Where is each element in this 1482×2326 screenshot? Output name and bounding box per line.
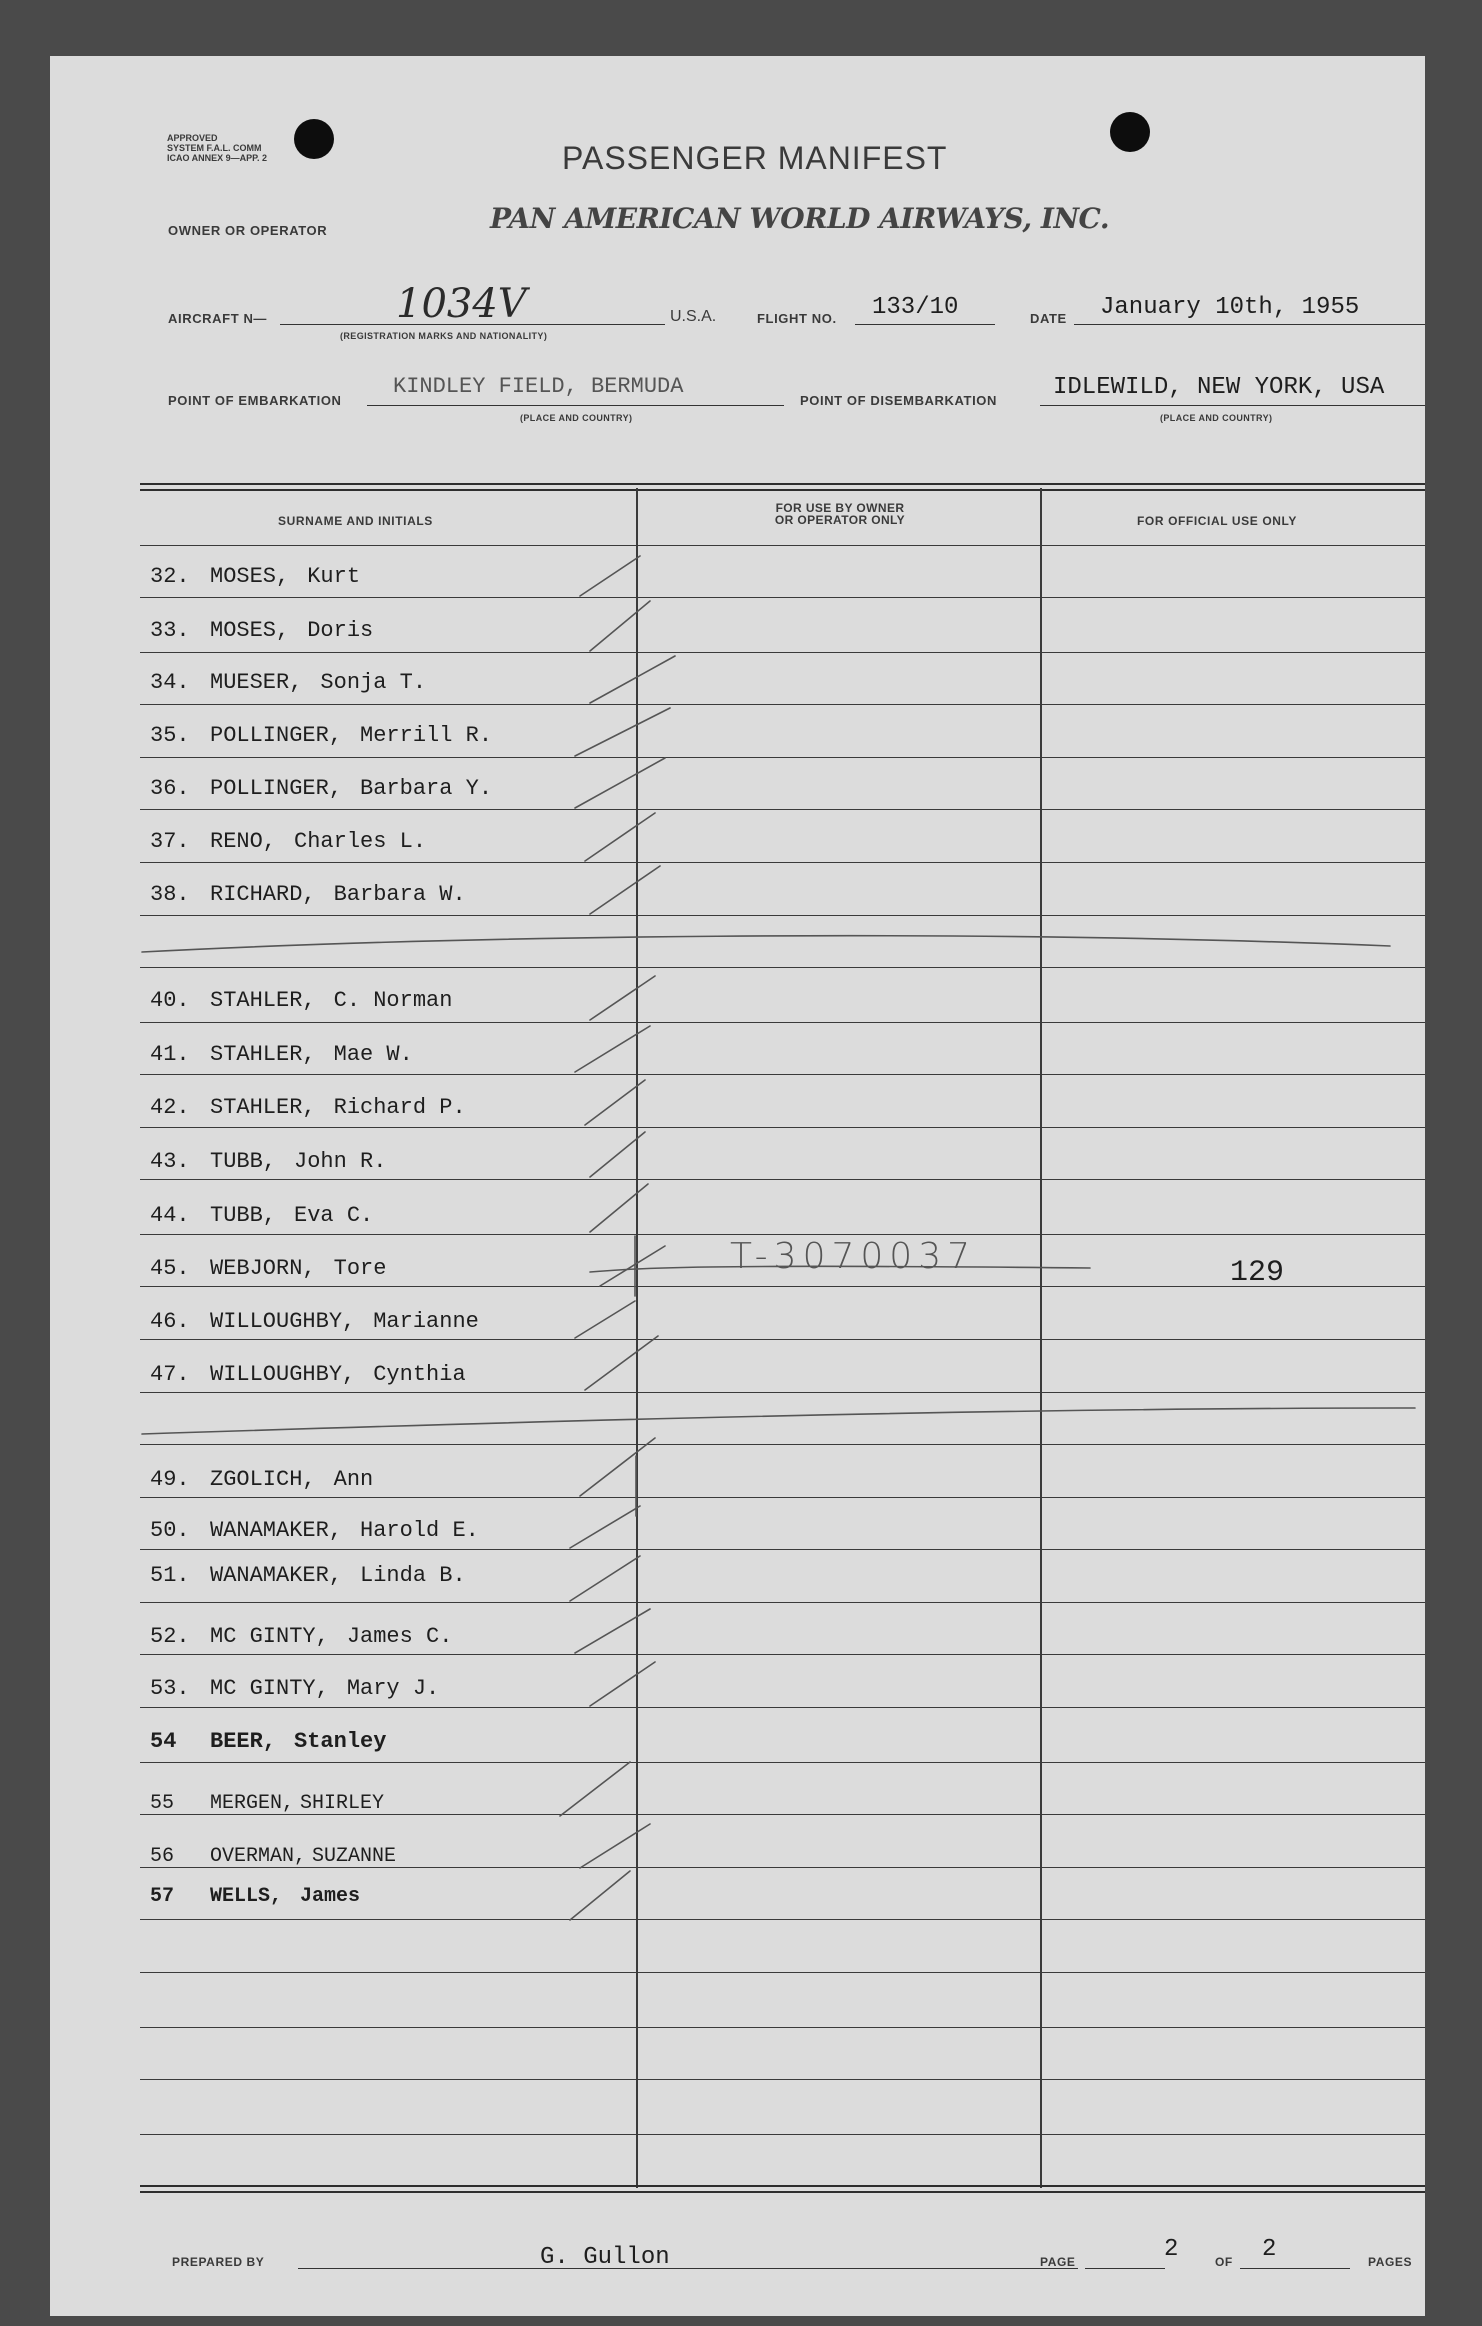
row-number: 53. bbox=[150, 1676, 190, 1701]
passenger-given-name: James C. bbox=[346, 1624, 453, 1649]
date-label: DATE bbox=[1030, 311, 1067, 326]
page-label: PAGE bbox=[1040, 2255, 1076, 2269]
disembarkation-caption: (PLACE AND COUNTRY) bbox=[1160, 413, 1273, 423]
flight-label: FLIGHT NO. bbox=[757, 311, 837, 326]
row-number: 36. bbox=[150, 776, 190, 801]
passenger-given-name: SUZANNE bbox=[312, 1845, 397, 1868]
passenger-given-name: Ann bbox=[333, 1467, 374, 1492]
row-number: 46. bbox=[150, 1309, 190, 1334]
passenger-given-name: Tore bbox=[333, 1256, 387, 1281]
page-number: 2 bbox=[1164, 2236, 1179, 2263]
passenger-given-name: Sonja T. bbox=[320, 670, 427, 695]
passenger-surname: MC GINTY, bbox=[210, 1624, 329, 1649]
country-label: U.S.A. bbox=[670, 308, 717, 325]
row-number: 49. bbox=[150, 1467, 190, 1492]
passenger-given-name: Mary J. bbox=[346, 1676, 440, 1701]
aircraft-label: AIRCRAFT N— bbox=[168, 311, 268, 326]
total-pages: 2 bbox=[1262, 2236, 1277, 2263]
row-number: 54 bbox=[150, 1729, 177, 1754]
of-label: OF bbox=[1215, 2255, 1233, 2269]
passenger-surname: TUBB, bbox=[210, 1149, 277, 1174]
passenger-surname: WILLOUGHBY, bbox=[210, 1362, 356, 1387]
row-number: 43. bbox=[150, 1149, 190, 1174]
approval-line: APPROVED bbox=[167, 133, 218, 143]
passenger-surname: WILLOUGHBY, bbox=[210, 1309, 356, 1334]
passenger-given-name: Mae W. bbox=[333, 1042, 413, 1067]
row-number: 52. bbox=[150, 1624, 190, 1649]
embarkation-label: POINT OF EMBARKATION bbox=[168, 393, 342, 408]
passenger-given-name: SHIRLEY bbox=[300, 1792, 385, 1815]
row-number: 42. bbox=[150, 1095, 190, 1120]
row-number: 37. bbox=[150, 829, 190, 854]
disembarkation-point: IDLEWILD, NEW YORK, USA bbox=[1053, 374, 1385, 401]
passenger-surname: MUESER, bbox=[210, 670, 303, 695]
pencil-tick-marks bbox=[50, 56, 1425, 2316]
passenger-given-name: Barbara W. bbox=[333, 882, 466, 907]
pages-label: PAGES bbox=[1368, 2255, 1413, 2269]
row-number: 35. bbox=[150, 723, 190, 748]
prepared-by-name: G. Gullon bbox=[540, 2244, 670, 2271]
passenger-surname: WANAMAKER, bbox=[210, 1563, 343, 1588]
row-number: 45. bbox=[150, 1256, 190, 1281]
passenger-given-name: Marianne bbox=[373, 1309, 479, 1334]
row-number: 32. bbox=[150, 564, 190, 589]
passenger-given-name: Kurt bbox=[307, 564, 361, 589]
passenger-given-name: Charles L. bbox=[294, 829, 427, 854]
passenger-surname: STAHLER, bbox=[210, 1095, 316, 1120]
embarkation-caption: (PLACE AND COUNTRY) bbox=[520, 413, 633, 423]
passenger-surname: MC GINTY, bbox=[210, 1676, 329, 1701]
passenger-surname: ZGOLICH, bbox=[210, 1467, 316, 1492]
column-header-surname: SURNAME AND INITIALS bbox=[278, 514, 433, 528]
passenger-surname: MERGEN, bbox=[210, 1792, 295, 1815]
row-number: 33. bbox=[150, 618, 190, 643]
passenger-given-name: C. Norman bbox=[333, 988, 453, 1013]
passenger-surname: POLLINGER, bbox=[210, 776, 343, 801]
prepared-by-label: PREPARED BY bbox=[172, 2255, 265, 2269]
passenger-given-name: John R. bbox=[294, 1149, 387, 1174]
embarkation-point: KINDLEY FIELD, BERMUDA bbox=[393, 374, 684, 399]
row-number: 57 bbox=[150, 1885, 175, 1908]
registration-caption: (REGISTRATION MARKS AND NATIONALITY) bbox=[340, 331, 548, 341]
row-number: 38. bbox=[150, 882, 190, 907]
passenger-surname: BEER, bbox=[210, 1729, 277, 1754]
column-header-official: FOR OFFICIAL USE ONLY bbox=[1137, 514, 1297, 528]
passenger-given-name: Eva C. bbox=[294, 1203, 374, 1228]
approval-line: SYSTEM F.A.L. COMM bbox=[167, 143, 262, 153]
passenger-given-name: Doris bbox=[307, 618, 374, 643]
row-number: 56 bbox=[150, 1845, 175, 1868]
passenger-surname: MOSES, bbox=[210, 618, 290, 643]
passenger-surname: STAHLER, bbox=[210, 1042, 316, 1067]
row-number: 55 bbox=[150, 1792, 175, 1815]
passenger-surname: MOSES, bbox=[210, 564, 290, 589]
row-number: 44. bbox=[150, 1203, 190, 1228]
row-number: 50. bbox=[150, 1518, 190, 1543]
row-number: 41. bbox=[150, 1042, 190, 1067]
row-number: 51. bbox=[150, 1563, 190, 1588]
passenger-given-name: Richard P. bbox=[333, 1095, 466, 1120]
operator-handwritten-note: T-3070037 bbox=[730, 1236, 977, 1277]
passenger-surname: RENO, bbox=[210, 829, 277, 854]
approval-line: ICAO ANNEX 9—APP. 2 bbox=[167, 153, 268, 163]
passenger-given-name: James bbox=[300, 1885, 361, 1908]
passenger-given-name: Harold E. bbox=[360, 1518, 479, 1543]
passenger-surname: OVERMAN, bbox=[210, 1845, 307, 1868]
passenger-surname: RICHARD, bbox=[210, 882, 316, 907]
aircraft-registration: 1034V bbox=[396, 281, 527, 327]
passenger-given-name: Cynthia bbox=[373, 1362, 466, 1387]
row-number: 34. bbox=[150, 670, 190, 695]
flight-number: 133/10 bbox=[872, 294, 959, 321]
passenger-surname: WANAMAKER, bbox=[210, 1518, 343, 1543]
manifest-sheet bbox=[50, 56, 1425, 2316]
passenger-given-name: Linda B. bbox=[360, 1563, 466, 1588]
passenger-surname: WELLS, bbox=[210, 1885, 283, 1908]
flight-date: January 10th, 1955 bbox=[1100, 294, 1360, 321]
official-number: 129 bbox=[1230, 1256, 1285, 1290]
passenger-given-name: Barbara Y. bbox=[360, 776, 493, 801]
row-number: 40. bbox=[150, 988, 190, 1013]
passenger-surname: TUBB, bbox=[210, 1203, 277, 1228]
manifest-title: PASSENGER MANIFEST bbox=[562, 140, 948, 176]
passenger-given-name: Stanley bbox=[294, 1729, 387, 1754]
passenger-given-name: Merrill R. bbox=[360, 723, 493, 748]
disembarkation-label: POINT OF DISEMBARKATION bbox=[800, 393, 997, 408]
column-header-operator-line: OR OPERATOR ONLY bbox=[774, 513, 906, 527]
column-header-operator-line: FOR USE BY OWNER bbox=[775, 501, 905, 515]
passenger-surname: STAHLER, bbox=[210, 988, 316, 1013]
owner-label: OWNER OR OPERATOR bbox=[168, 223, 328, 238]
passenger-surname: WEBJORN, bbox=[210, 1256, 316, 1281]
operator-name: PAN AMERICAN WORLD AIRWAYS, INC. bbox=[490, 202, 1110, 235]
passenger-surname: POLLINGER, bbox=[210, 723, 343, 748]
row-number: 47. bbox=[150, 1362, 190, 1387]
